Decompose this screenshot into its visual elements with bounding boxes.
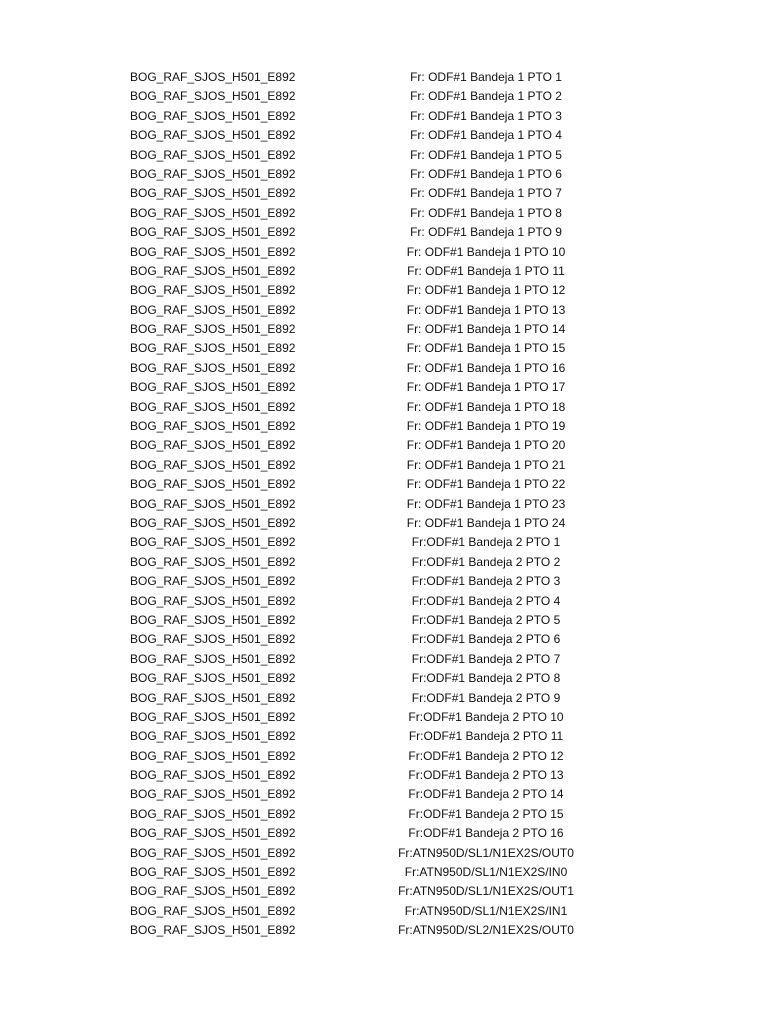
port-description-cell: Fr:ATN950D/SL1/N1EX2S/OUT1 [398, 884, 574, 899]
site-id-cell: BOG_RAF_SJOS_H501_E892 [130, 632, 296, 647]
port-description-cell: Fr: ODF#1 Bandeja 1 PTO 14 [406, 322, 566, 337]
table-row [0, 611, 768, 630]
site-id-cell: BOG_RAF_SJOS_H501_E892 [130, 380, 296, 395]
port-description-cell: Fr:ODF#1 Bandeja 2 PTO 14 [408, 787, 564, 802]
table-row [0, 863, 768, 882]
site-id-cell: BOG_RAF_SJOS_H501_E892 [130, 554, 296, 569]
table-row [0, 320, 768, 339]
port-description-cell: Fr:ODF#1 Bandeja 2 PTO 8 [411, 671, 561, 686]
site-id-cell: BOG_RAF_SJOS_H501_E892 [130, 865, 296, 880]
table-row [0, 456, 768, 475]
table-row [0, 378, 768, 397]
table-row [0, 727, 768, 746]
table-row [0, 844, 768, 863]
port-description-cell: Fr: ODF#1 Bandeja 1 PTO 18 [406, 399, 566, 414]
site-id-cell: BOG_RAF_SJOS_H501_E892 [130, 244, 296, 259]
table-row [0, 902, 768, 921]
site-id-cell: BOG_RAF_SJOS_H501_E892 [130, 205, 296, 220]
port-description-cell: Fr: ODF#1 Bandeja 1 PTO 16 [406, 360, 566, 375]
port-description-cell: Fr:ODF#1 Bandeja 2 PTO 1 [411, 535, 561, 550]
port-description-cell: Fr:ODF#1 Bandeja 2 PTO 16 [408, 826, 564, 841]
table-row [0, 184, 768, 203]
port-description-cell: Fr:ODF#1 Bandeja 2 PTO 6 [411, 632, 561, 647]
port-description-cell: Fr: ODF#1 Bandeja 1 PTO 17 [406, 380, 566, 395]
site-id-cell: BOG_RAF_SJOS_H501_E892 [130, 186, 296, 201]
site-id-cell: BOG_RAF_SJOS_H501_E892 [130, 515, 296, 530]
site-id-cell: BOG_RAF_SJOS_H501_E892 [130, 826, 296, 841]
port-description-cell: Fr: ODF#1 Bandeja 1 PTO 12 [406, 283, 566, 298]
site-id-cell: BOG_RAF_SJOS_H501_E892 [130, 845, 296, 860]
site-id-cell: BOG_RAF_SJOS_H501_E892 [130, 438, 296, 453]
table-row [0, 398, 768, 417]
site-id-cell: BOG_RAF_SJOS_H501_E892 [130, 535, 296, 550]
table-row [0, 669, 768, 688]
table-row [0, 766, 768, 785]
table-row [0, 747, 768, 766]
table-row [0, 339, 768, 358]
site-id-cell: BOG_RAF_SJOS_H501_E892 [130, 477, 296, 492]
port-description-cell: Fr:ODF#1 Bandeja 2 PTO 15 [408, 806, 564, 821]
table-row [0, 708, 768, 727]
site-id-cell: BOG_RAF_SJOS_H501_E892 [130, 128, 296, 143]
port-description-cell: Fr:ODF#1 Bandeja 2 PTO 10 [408, 709, 564, 724]
port-description-cell: Fr:ODF#1 Bandeja 2 PTO 9 [411, 690, 561, 705]
table-row [0, 495, 768, 514]
site-id-cell: BOG_RAF_SJOS_H501_E892 [130, 322, 296, 337]
port-description-cell: Fr:ODF#1 Bandeja 2 PTO 5 [411, 612, 561, 627]
port-description-cell: Fr:ODF#1 Bandeja 2 PTO 13 [408, 768, 564, 783]
table-row [0, 107, 768, 126]
port-description-cell: Fr: ODF#1 Bandeja 1 PTO 1 [410, 70, 562, 84]
port-description-cell: Fr: ODF#1 Bandeja 1 PTO 5 [410, 147, 562, 162]
table-row [0, 475, 768, 494]
port-description-cell: Fr:ODF#1 Bandeja 2 PTO 11 [408, 729, 564, 744]
port-description-cell: Fr: ODF#1 Bandeja 1 PTO 8 [410, 205, 562, 220]
port-description-cell: Fr: ODF#1 Bandeja 1 PTO 19 [406, 419, 566, 434]
site-id-cell: BOG_RAF_SJOS_H501_E892 [130, 787, 296, 802]
table-row [0, 436, 768, 455]
port-description-cell: Fr: ODF#1 Bandeja 1 PTO 4 [410, 128, 562, 143]
site-id-cell: BOG_RAF_SJOS_H501_E892 [130, 147, 296, 162]
site-id-cell: BOG_RAF_SJOS_H501_E892 [130, 457, 296, 472]
port-description-cell: Fr:ODF#1 Bandeja 2 PTO 3 [411, 574, 561, 589]
port-description-cell: Fr: ODF#1 Bandeja 1 PTO 23 [406, 496, 566, 511]
port-description-cell: Fr:ATN950D/SL1/N1EX2S/OUT0 [398, 845, 574, 860]
table-row [0, 514, 768, 533]
site-id-cell: BOG_RAF_SJOS_H501_E892 [130, 419, 296, 434]
table-row [0, 146, 768, 165]
site-id-cell: BOG_RAF_SJOS_H501_E892 [130, 806, 296, 821]
port-description-cell: Fr:ATN950D/SL2/N1EX2S/OUT0 [398, 923, 574, 938]
site-id-cell: BOG_RAF_SJOS_H501_E892 [130, 593, 296, 608]
port-description-cell: Fr: ODF#1 Bandeja 1 PTO 7 [410, 186, 562, 201]
table-row [0, 165, 768, 184]
site-id-cell: BOG_RAF_SJOS_H501_E892 [130, 225, 296, 240]
port-description-cell: Fr:ODF#1 Bandeja 2 PTO 7 [411, 651, 561, 666]
site-id-cell: BOG_RAF_SJOS_H501_E892 [130, 612, 296, 627]
port-description-cell: Fr:ODF#1 Bandeja 2 PTO 2 [411, 554, 561, 569]
table-row [0, 630, 768, 649]
table-row [0, 650, 768, 669]
port-description-cell: Fr: ODF#1 Bandeja 1 PTO 22 [406, 477, 566, 492]
port-description-cell: Fr: ODF#1 Bandeja 1 PTO 13 [406, 302, 566, 317]
site-id-cell: BOG_RAF_SJOS_H501_E892 [130, 729, 296, 744]
port-description-cell: Fr:ATN950D/SL1/N1EX2S/IN0 [404, 865, 568, 880]
site-id-cell: BOG_RAF_SJOS_H501_E892 [130, 768, 296, 783]
table-row [0, 126, 768, 145]
table-row [0, 921, 768, 940]
table-row [0, 417, 768, 436]
site-id-cell: BOG_RAF_SJOS_H501_E892 [130, 671, 296, 686]
table-row [0, 204, 768, 223]
table-row [0, 281, 768, 300]
site-id-cell: BOG_RAF_SJOS_H501_E892 [130, 748, 296, 763]
site-id-cell: BOG_RAF_SJOS_H501_E892 [130, 283, 296, 298]
site-id-cell: BOG_RAF_SJOS_H501_E892 [130, 923, 296, 938]
port-description-cell: Fr: ODF#1 Bandeja 1 PTO 3 [410, 108, 562, 123]
port-description-cell: Fr:ODF#1 Bandeja 2 PTO 12 [408, 748, 564, 763]
site-id-cell: BOG_RAF_SJOS_H501_E892 [130, 302, 296, 317]
table-row [0, 223, 768, 242]
table-row [0, 882, 768, 901]
table-row [0, 87, 768, 106]
port-description-cell: Fr: ODF#1 Bandeja 1 PTO 2 [410, 89, 562, 104]
site-id-cell: BOG_RAF_SJOS_H501_E892 [130, 89, 296, 104]
table-row [0, 359, 768, 378]
table-row [0, 592, 768, 611]
site-id-cell: BOG_RAF_SJOS_H501_E892 [130, 70, 296, 84]
port-description-cell: Fr:ATN950D/SL1/N1EX2S/IN1 [404, 903, 568, 918]
table-row [0, 301, 768, 320]
port-description-cell: Fr:ODF#1 Bandeja 2 PTO 4 [411, 593, 561, 608]
site-id-cell: BOG_RAF_SJOS_H501_E892 [130, 574, 296, 589]
table-row [0, 785, 768, 804]
spreadsheet-page [0, 68, 768, 941]
port-description-cell: Fr: ODF#1 Bandeja 1 PTO 20 [406, 438, 566, 453]
port-description-cell: Fr: ODF#1 Bandeja 1 PTO 10 [406, 244, 566, 259]
table-row [0, 533, 768, 552]
table-row [0, 689, 768, 708]
table-row [0, 68, 768, 87]
site-id-cell: BOG_RAF_SJOS_H501_E892 [130, 360, 296, 375]
port-description-cell: Fr: ODF#1 Bandeja 1 PTO 6 [410, 166, 562, 181]
table-row [0, 824, 768, 843]
table-row [0, 262, 768, 281]
site-id-cell: BOG_RAF_SJOS_H501_E892 [130, 166, 296, 181]
site-id-cell: BOG_RAF_SJOS_H501_E892 [130, 709, 296, 724]
port-description-cell: Fr: ODF#1 Bandeja 1 PTO 9 [410, 225, 562, 240]
site-id-cell: BOG_RAF_SJOS_H501_E892 [130, 690, 296, 705]
site-id-cell: BOG_RAF_SJOS_H501_E892 [130, 496, 296, 511]
site-id-cell: BOG_RAF_SJOS_H501_E892 [130, 651, 296, 666]
table-row [0, 572, 768, 591]
site-id-cell: BOG_RAF_SJOS_H501_E892 [130, 108, 296, 123]
table-row [0, 553, 768, 572]
port-description-cell: Fr: ODF#1 Bandeja 1 PTO 24 [406, 515, 566, 530]
site-id-cell: BOG_RAF_SJOS_H501_E892 [130, 884, 296, 899]
port-description-cell: Fr: ODF#1 Bandeja 1 PTO 15 [406, 341, 566, 356]
table-row [0, 805, 768, 824]
port-description-cell: Fr: ODF#1 Bandeja 1 PTO 21 [406, 457, 566, 472]
site-id-cell: BOG_RAF_SJOS_H501_E892 [130, 399, 296, 414]
site-id-cell: BOG_RAF_SJOS_H501_E892 [130, 903, 296, 918]
site-id-cell: BOG_RAF_SJOS_H501_E892 [130, 341, 296, 356]
site-id-cell: BOG_RAF_SJOS_H501_E892 [130, 263, 296, 278]
port-description-cell: Fr: ODF#1 Bandeja 1 PTO 11 [407, 263, 565, 278]
table-row [0, 243, 768, 262]
